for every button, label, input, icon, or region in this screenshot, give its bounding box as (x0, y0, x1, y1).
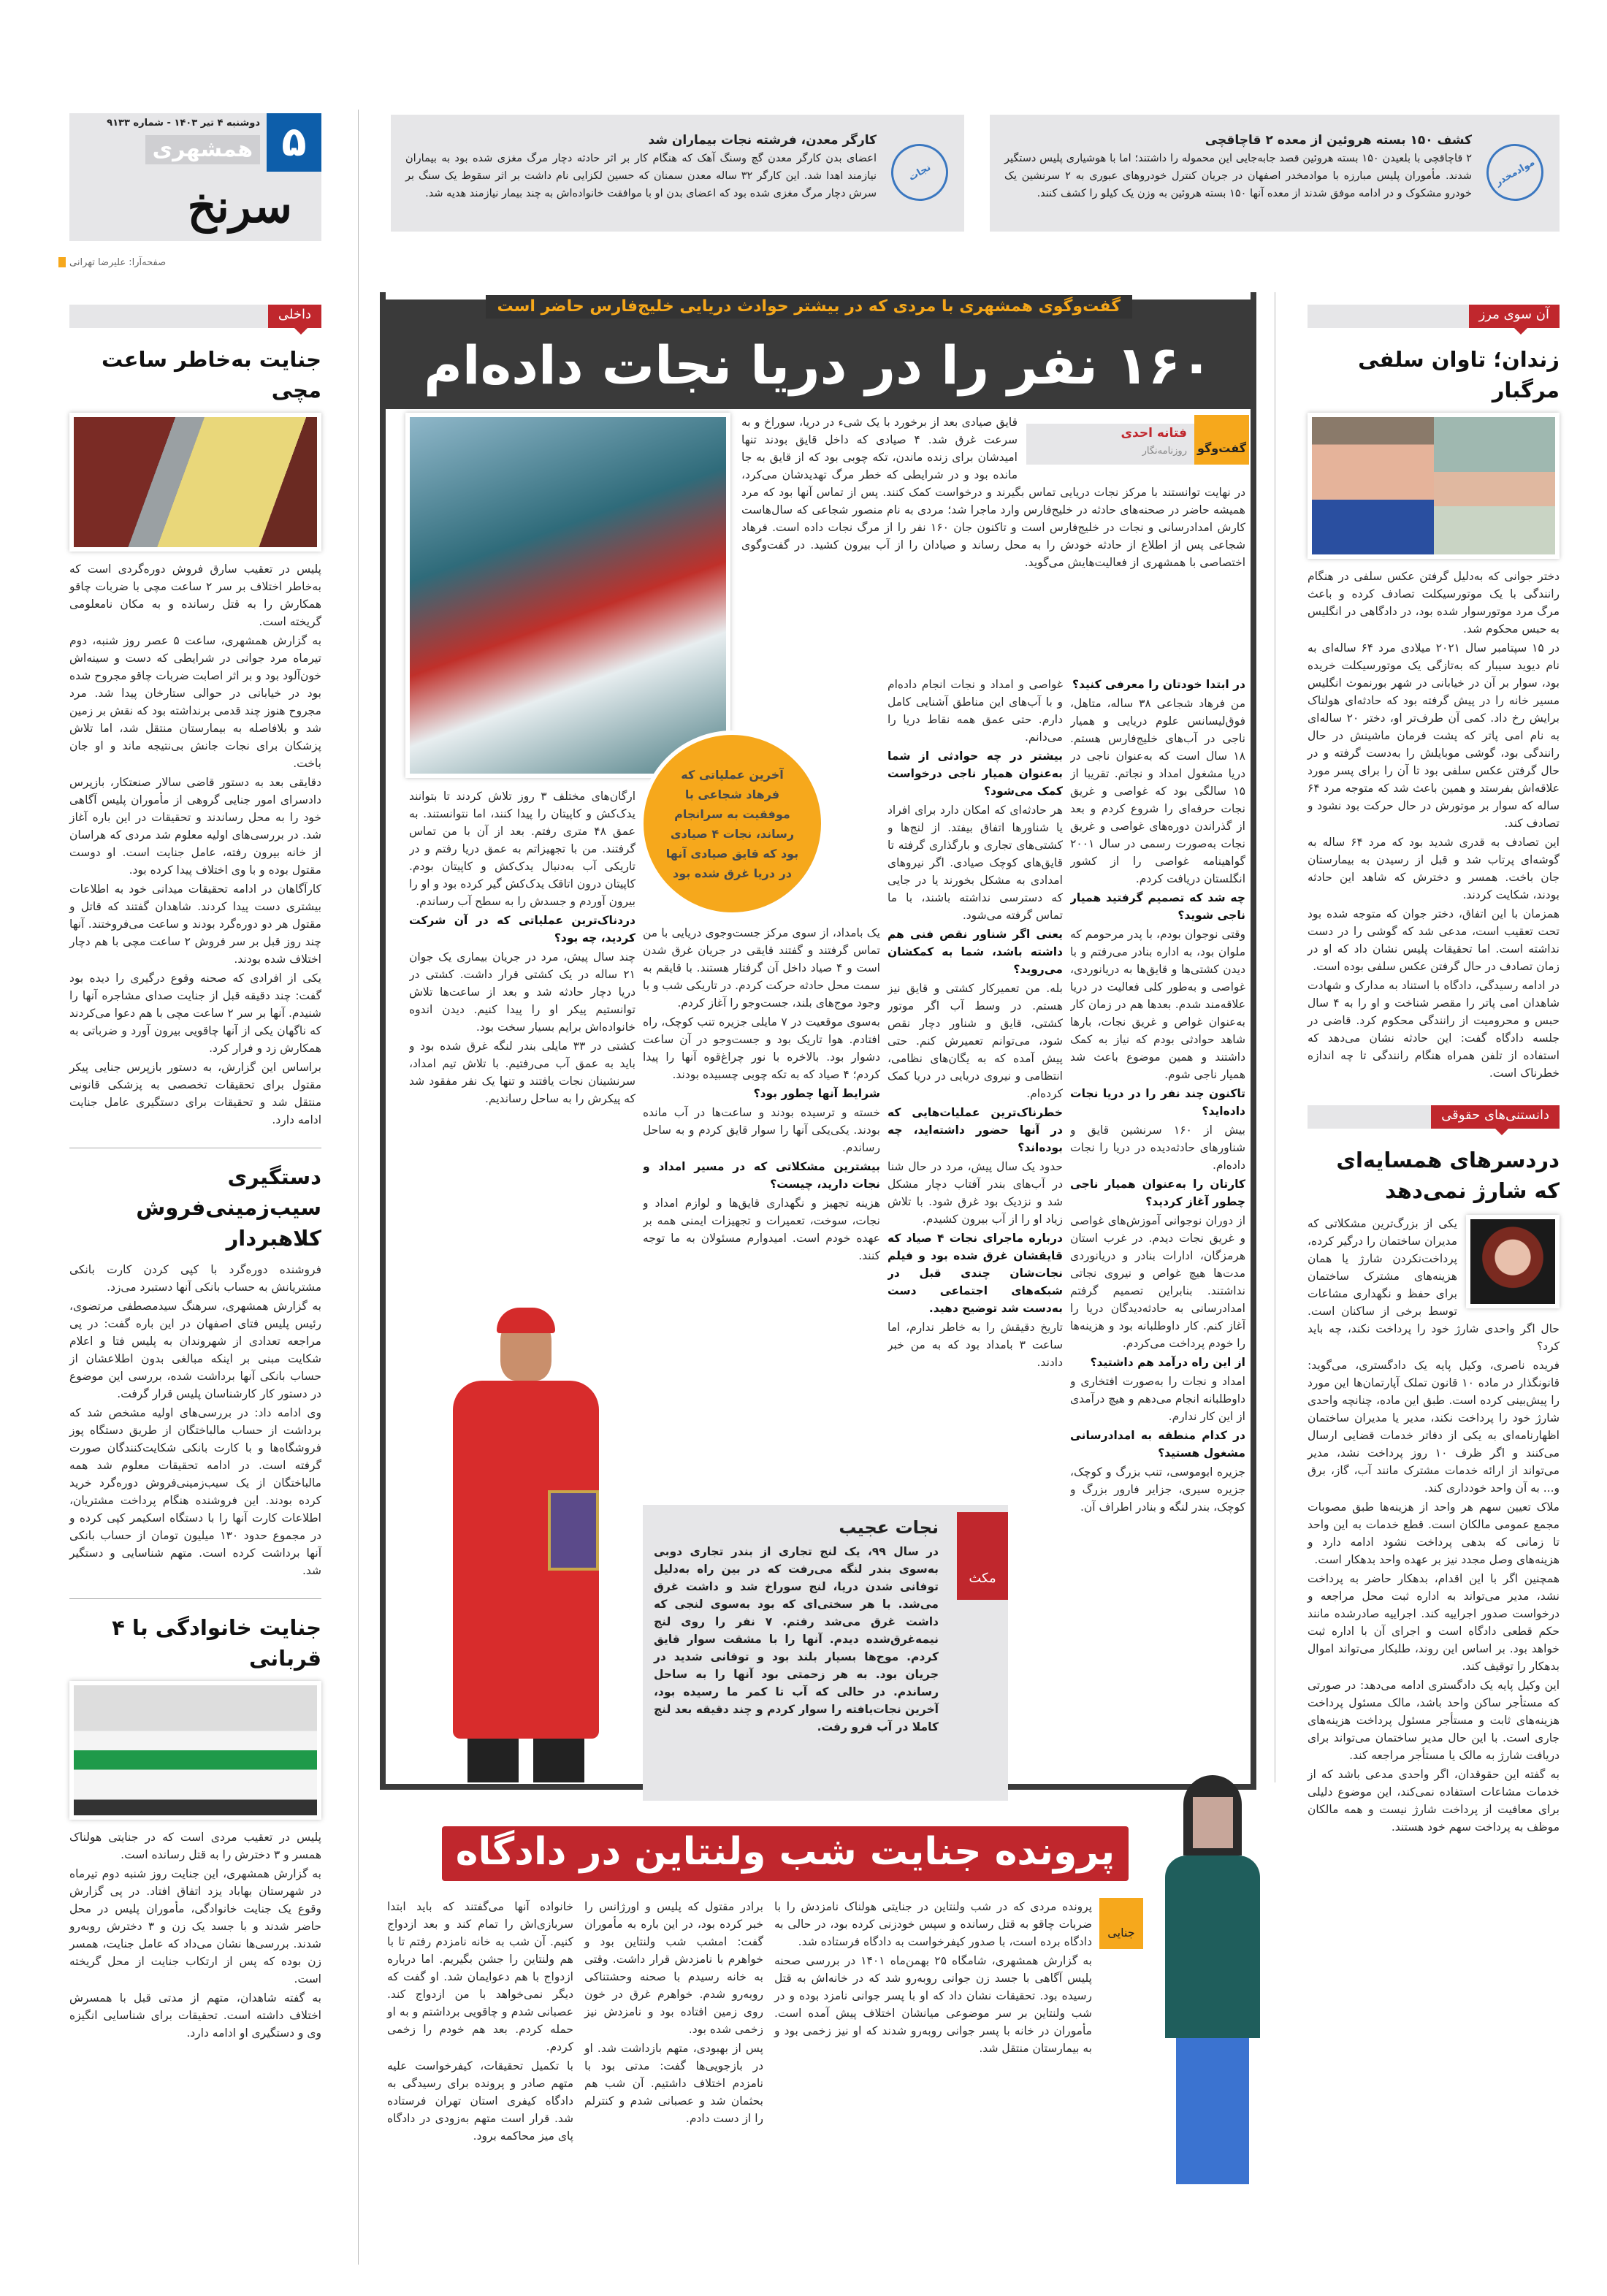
paragraph: کشتی در ۳۳ مایلی بندر لنگه غرق شده بود و باید به عمق آب می‌رفتیم. با تلاش تیم امداد، سرنشینان نجات یافتند و تنها یک نفر مفقود شد که پیکرش را به ساحل رساندیم. (409, 1040, 635, 1105)
story-title: جنایت خانوادگی با ۴ قربانی (112, 1615, 321, 1671)
paragraph: حدود یک سال پیش، مرد در حال شنا در آب‌های بندر آفتاب دچار مشکل شد و نزدیک بود غرق شود. با تلاش زیاد او را از آب بیرون کشیدم. (888, 1160, 1063, 1226)
pull-quote-text: آخرین عملیاتی که فرهاد شجاعی با موفقیت به سرانجام رساند، نجات ۴ صیادی بود که قایق صیادی آنها در دریا غرق شده بود (665, 767, 799, 880)
main-headline: ۱۶۰ نفر را در دریا نجات داده‌ام (424, 335, 1213, 396)
interview-question: دردناک‌ترین عملیاتی که در آن شرکت کردید، چه بود؟ (409, 914, 635, 945)
paragraph: پرونده مردی که در شب ولنتاین در جنایتی هولناک نامزدش را با ضربات چاقو به قتل رسانده و سپس خودزنی کرده بود، در حالی به دادگاه برده است، با صدور کیفرخواست به دادگاه فرستاده شد. (774, 1900, 1092, 1948)
sidebar-label: مکث (957, 1512, 1008, 1600)
author-role: روزنامه‌نگار (1142, 446, 1187, 457)
kicker: گفت‌وگوی همشهری با مردی که در بیشتر حوادث دریایی خلیج‌فارس حاضر است (486, 295, 1133, 319)
intro-paragraph: قایق صیادی بعد از برخورد با یک شیء در دریا، سوراخ و به سرعت غرق شد. ۴ صیادی که داخل قایق بودند تنها امیدشان برای زنده ماندن، تکه چوبی بود که از قایق به جا مانده بود و در شرایطی که خطر مرگ تهدیدشان می‌کرد، در نهایت توانستند با مرکز نجات دریایی تماس بگیرند و درخواست کمک کنند. پس از تماس آنها بود که مرد همیشه حاضر در صحنه‌های حادثه در خلیج‌فارس وارد ماجرا شد؛ مردی به نام منصور شجاعی که سال‌هاست کارش امدادرسانی و نجات در خلیج‌فارس است و تاکنون جان ۱۶۰ نفر را از مرگ نجات داده است. فرهاد شجاعی پس از اطلاع از حادثه خودش را به محل رساند و صیادان را از آب بیرون کشید. در گفت‌وگوی اختصاصی با همشهری از فعالیت‌هایش می‌گوید. (741, 416, 1245, 569)
author-name: فتانه احدی (1121, 426, 1187, 440)
intro-text (741, 413, 1245, 665)
paragraph: دقایقی بعد به دستور قاضی سالار صنعتکار، بازپرس دادسرای امور جنایی گروهی از مأموران پلیس آگاهی خود را به محل رساندند و تحقیقات در این باره آغاز شد. در بررسی‌های اولیه معلوم شد مردی که هراسان از خانه بیرون رفته، عامل جنایت است. او دوست مقتول بوده و با وی اختلاف پیدا کرده بود. (69, 776, 321, 877)
paragraph: چند سال پیش، مرد در جریان بیماری یک جوان ۲۱ ساله در یک کشتی قرار داشت. کشتی در دریا دچار حادثه شد و بعد از ساعت‌ها تلاش توانستیم پیکر او را پیدا کنیم. دیدن اندوه خانواده‌اش برایم بسیار سخت بود. (409, 950, 635, 1034)
bottom-column-1 (774, 1898, 1092, 2059)
divider (69, 1598, 321, 1599)
brief-text: ۲ قاچاقچی با بلعیدن ۱۵۰ بسته هروئین قصد جابه‌جایی این محموله را داشتند؛ اما با هوشیاری پلیس دستگیر شدند. مأموران پلیس مبارزه با موادمخدر اصفهان در جریان کنترل خودروهای عبوری به ۲ سرنشین یک خودرو مشکوک و در ادامه موفق شدند از معده آنها ۱۵۰ بسته هروئین به وزن یک کیلو را کشف کنند. (1004, 153, 1472, 199)
paragraph: خانواده آنها می‌گفتند که باید ابتدا سربازی‌اش را تمام کند و بعد ازدواج کنیم. آن شب به خانه نامزدم رفتم تا با هم ولنتاین را جشن بگیریم. اما درباره ازدواج با هم دعوایمان شد. او گفت که دیگر نمی‌خواهد با من ازدواج کند. عصبانی شدم و چاقویی برداشتم و به او حمله کردم. بعد هم خودم را زخمی کردم. (387, 1900, 573, 2053)
interview-question: بیشترین مشکلاتی که در مسیر امداد و نجات دارید، چیست؟ (643, 1160, 880, 1191)
paragraph: پلیس در تعقیب سارق فروش دوره‌گردی است که به‌خاطر اختلاف بر سر ۲ ساعت مچی با ضربات چاقو همکارش را به قتل رسانده و به مکان نامعلومی گریخته است. (69, 562, 321, 628)
credit-marker (58, 257, 66, 267)
paragraph: پس از بهبودی، متهم بازداشت شد. او در بازجویی‌ها گفت: مدتی بود با نامزدم اختلاف داشتیم. آن شب هم بحثمان شد و عصبانی شدم و کنترلم را از دست دادم. (584, 2042, 763, 2125)
interview-question: بیشتر در چه حوادثی از شما به‌عنوان همیار ناجی درخواست کمک می‌شود؟ (888, 750, 1063, 798)
paragraph: یکی از افرادی که صحنه وقوع درگیری را دیده بود گفت: چند دقیقه قبل از جنایت صدای مشاجره آنها را شنیدم. آنها بر سر ۲ ساعت مچی با هم دعوا می‌کردند که ناگهان یکی از آنها چاقویی بیرون آورد و ضرباتی به همکارش زد و فرار کرد. (69, 972, 321, 1055)
section-label: جنایی (1099, 1898, 1143, 1949)
issue-date: دوشنبه ۴ تیر ۱۴۰۳ - شماره ۹۱۳۳ (107, 118, 260, 129)
paragraph: من فرهاد شجاعی ۳۸ ساله، متاهل، فوق‌لیسانس علوم دریایی و همیار ناجی در آب‌های خلیج‌فارس هستم. ۱۸ سال است که به‌عنوان ناجی در دریا مشغول امداد و نجاتم. تقریبا از ۱۵ سالگی بود که غواصی و غریق نجات حرفه‌ای را شروع کردم و بعد از گذراندن دوره‌های غواصی و غریق نجات به‌صورت رسمی در سال ۲۰۰۱ گواهینامه غواصی را از کشور انگلستان دریافت کردم. (1070, 697, 1245, 885)
paragraph: از دوران نوجوانی آموزش‌های غواصی و غریق نجات دیدم. در غرب استان هرمزگان، ادارات بنادر و دریانوردی مدت‌ها هیچ غواص و نیروی نجاتی نداشتند. بنابراین تصمیم گرفتم امدادرسانی به حادثه‌دیدگان دریا را آغاز کنم. کار داوطلبانه بود و هزینه‌ها را خودم پرداخت می‌کردم. (1070, 1214, 1245, 1350)
paragraph: این وکیل پایه یک دادگستری ادامه می‌دهد: در صورتی که مستأجر ساکن واحد باشد، مالک مسئول پرداخت هزینه‌های ثابت و مستأجر مسئول پرداخت هزینه‌های جاری است. با این حال مدیر ساختمان می‌تواند برای دریافت شارژ به مالک یا مستأجر مراجعه کند. (1308, 1679, 1560, 1762)
brief-title: کارگر معدن، فرشته نجات بیماران شد (648, 133, 877, 148)
column-divider (358, 110, 359, 2265)
paragraph: یکی از بزرگ‌ترین مشکلاتی که مدیران ساختمان را درگیر کرده، پرداخت‌نکردن شارژ یا همان هزینه‌های مشترک ساختمان برای حفظ و نگهداری مشاعات توسط برخی از ساکنان است. حال اگر واحدی شارژ خود را پرداخت نکند، چه باید کرد؟ (1308, 1217, 1560, 1353)
paragraph: به گفته شاهدان، متهم از مدتی قبل با همسرش اختلاف داشته است. تحقیقات برای شناسایی انگیزه وی و دستگیری او ادامه دارد. (69, 1991, 321, 2040)
interview-column-1 (1070, 676, 1245, 1771)
paragraph: خسته و ترسیده بودند و ساعت‌ها در آب مانده بودند. یکی‌یکی آنها را سوار قایق کردم و به ساحل رساندم. (643, 1106, 880, 1154)
interview-question: خطرناک‌ترین عملیات‌هایی که در آنها حضور داشته‌اید، چه بوده‌اند؟ (888, 1106, 1063, 1154)
paragraph: فریده ناصری، وکیل پایه یک دادگستری، می‌گوید: قانونگذار در ماده ۱۰ قانون تملک آپارتمان‌ها این مورد را پیش‌بینی کرده است. طبق این ماده، چنانچه واحدی شارژ خود را پرداخت نکند، مدیر یا مدیران ساختمان اظهارنامه‌ای به یکی از دفاتر خدمات قضایی ارسال می‌کنند و اگر ظرف ۱۰ روز پرداخت نشد، مدیر می‌تواند از ارائه خدمات مشترک مانند آب، گاز، برق و... به آن واحد خودداری کند. (1308, 1359, 1560, 1495)
interview-question: از این راه درآمد هم داشتید؟ (1090, 1356, 1245, 1369)
paragraph: براساس این گزارش، به دستور بازپرس جنایی پیکر مقتول برای تحقیقات تخصصی به پزشکی قانونی منتقل شد و تحقیقات برای دستگیری عامل جنایت ادامه دارد. (69, 1061, 321, 1126)
paragraph: دختر جوانی که به‌دلیل گرفتن عکس سلفی در هنگام رانندگی با یک موتورسیکلت تصادف کرده و باعث مرگ مرد موتورسوار شده بود، در دادگاهی در انگلیس به حبس محکوم شد. (1308, 570, 1560, 636)
supplement-name: همشهری (145, 135, 260, 164)
paragraph: همزمان با این اتفاق، دختر جوان که متوجه شده بود تحت تعقیب است، مدعی شد که گوشی را در دست نداشته است. اما تحقیقات پلیس نشان داد که او در زمان تصادف در حال گرفتن عکس سلفی بوده است. (1308, 907, 1560, 973)
paragraph: غواصی و امداد و نجات انجام داده‌ام و با آب‌های این مناطق آشنایی کامل دارم. حتی عمق همه نقاط دریا را می‌دانم. (888, 678, 1063, 744)
paragraph: در ادامه رسیدگی، دادگاه با استناد به مدارک و شهادت شاهدان امی پاتر را مقصر شناخت و او را به ۴ سال حبس و محرومیت از رانندگی محکوم کرد. قاضی در جلسه دادگاه گفت: این حادثه نشان می‌دهد که استفاده از تلفن همراه هنگام رانندگی تا چه اندازه خطرناک است. (1308, 979, 1560, 1080)
page-number: ۵ (267, 113, 321, 172)
story-body (1308, 568, 1560, 1083)
paragraph: این تصادف به قدری شدید بود که مرد ۶۴ ساله به گوشه‌ای پرتاب شد و قبل از رسیدن به بیمارستان جان باخت. همسر و دخترش که شاهد این حادثه بودند، شکایت کردند. (1308, 836, 1560, 901)
paragraph: ارگان‌های مختلف ۳ روز تلاش کردند تا بتوانند یدک‌کش و کاپیتان را پیدا کنند، اما نتوانستند. به عمق ۴۸ متری رفتم. بعد از آن با من تماس گرفتند. من با تجهیزاتم به عمق دریا رفتم و در تاریکی آب به‌دنبال یدک‌کش و کاپیتان بودم. کاپیتان درون اتاقک یدک‌کش گیر کرده بود و او را بیرون آوردم و جسدش را به سطح آب رساندم. (409, 790, 635, 908)
interview-question: کارتان را به‌عنوان همیار ناجی چطور آغاز کردید؟ (1070, 1178, 1245, 1208)
paragraph: به گفته این حقوقدان، اگر واحدی مدعی باشد که از خدمات مشاعات استفاده نمی‌کند، این موضوع دلیلی برای معافیت از پرداخت شارژ نیست و همه مالکان موظف به پرداخت سهم خود هستند. (1308, 1768, 1560, 1834)
paragraph: به‌سوی موقعیت در ۷ مایلی جزیره تنب کوچک، راه افتادم. هوا تاریک بود و جست‌وجو در آن ساعت دشوار بود. بالاخره با نور چراغ‌قوه آنها را پیدا کردم؛ ۴ صیاد که به تکه چوبی چسبیده بودند. (643, 1015, 880, 1081)
interview-question: تاکنون چند نفر را در دریا نجات داده‌اید؟ (1070, 1087, 1245, 1118)
section-label: گفت‌وگو (1194, 415, 1249, 465)
suspect-photo (69, 413, 321, 552)
paragraph: امداد و نجات را به‌صورت افتخاری و داوطلبانه انجام می‌دهم و هیچ درآمدی از این کار ندارم. (1070, 1375, 1245, 1423)
section-tag-abroad: آن سوی مرز (1469, 305, 1560, 328)
paragraph: پلیس در تعقیب مردی است که در جنایتی هولناک همسر و ۳ دخترش را به قتل رسانده است. (69, 1831, 321, 1861)
paragraph: به گزارش همشهری، سرهنگ سیدمصطفی مرتضوی، رئیس پلیس فتای اصفهان در این باره گفت: در پی مراجعه تعدادی از شهروندان به پلیس فتا و اعلام شکایت مبنی بر اینکه مبالغی بدون اطلاعشان از حساب بانکی آنها برداشت شده، بررسی این موضوع در دستور کار کارشناسان پلیس قرار گرفت. (69, 1300, 321, 1400)
bottom-column-3 (387, 1898, 573, 2146)
layout-credit: صفحه‌آرا: علیرضا تهرانی (69, 257, 167, 268)
brief-mine-worker (391, 115, 964, 232)
paragraph: وقتی نوجوان بودم، با پدر مرحومم که ملوان بود، به اداره بنادر می‌رفتم و با دیدن کشتی‌ها و قایق‌ها به دریانوردی، غواصی و به‌طور کلی فعالیت در دریا علاقه‌مند شدم. بعدها هم در زمان کار به‌عنوان غواص و غریق نجات، بارها شاهد حوادثی بودم که نیاز به کمک داشتند و همین موضوع باعث شد همیار ناجی شوم. (1070, 928, 1245, 1081)
pull-quote (639, 731, 825, 917)
lawyer-photo (1466, 1215, 1560, 1308)
section-tag-domestic: داخلی (268, 305, 321, 328)
left-column (69, 305, 321, 2043)
right-column (1308, 305, 1560, 1837)
sidebar-text: در سال ۹۹، یک لنج تجاری از بندر تجاری دوبی به‌سوی بندر لنگه می‌رفت که در بین راه به‌دلیل توفانی شدن دریا، لنج سوراخ شد و داشت غرق می‌شد. با هر سختی‌ای که بود به‌سوی لنجی که داشت غرق می‌شد رفتم. ۷ نفر را روی لنج نیمه‌غرق‌شده دیدم. آنها را با مشقت سوار قایق کردم. موج‌ها بسیار بلند بود و توفانی شدید در جریان بود. به هر زحمتی بود آنها را به ساحل رساندم. در حالی که آب تا کمر ما رسیده بود، آخرین نجات‌یافته را سوار کردم و چند دقیقه بعد لنج کاملا در آب فرو رفت. (654, 1545, 939, 1734)
sidebar-title: نجات عجیب (839, 1517, 939, 1538)
paragraph: هزینه تجهیز و نگهداری قایق‌ها و لوازم امداد و نجات، سوخت، تعمیرات و تجهیزات ایمنی همه بر عهده خودم است. امیدوارم مسئولان به ما توجه کنند. (643, 1197, 880, 1262)
story-title: زندان؛ تاوان سلفی مرگبار (1358, 347, 1560, 403)
paragraph: به گزارش همشهری، این جنایت روز شنبه دوم تیرماه در شهرستان بهاباد یزد اتفاق افتاد. در پی گزارش وقوع یک جنایت خانوادگی، مأموران پلیس در محل حاضر شدند و با جسد یک زن و ۳ دخترش روبه‌رو شدند. بررسی‌ها نشان می‌داد که عامل جنایت، همسر زن بوده که پس از ارتکاب جنایت از محل گریخته است. (69, 1867, 321, 1986)
stamp-icon: نجات (881, 134, 959, 212)
rescuer-photo (424, 1308, 628, 1790)
paragraph: به گزارش همشهری، شامگاه ۲۵ بهمن‌ماه ۱۴۰۱ در بررسی صحنه پلیس آگاهی با جسد زن جوانی روبه‌رو شد که در خانه‌اش به قتل رسیده بود. تحقیقات نشان داد که او با پسر جوانی نامزد بوده و در شب ولنتاین بر سر موضوعی میانشان اختلاف پیش آمده است. مأموران در خانه با پسر جوانی روبه‌رو شدند که او نیز زخمی بود و به بیمارستان منتقل شد. (774, 1954, 1092, 2055)
interview-question: یعنی اگر شناور نقص فنی هم داشته باشد، شما به کمکشان می‌روید؟ (888, 928, 1063, 976)
paragraph: هر حادثه‌ای که امکان دارد برای افراد یا شناورها اتفاق بیفتد. از لنج‌ها و کشتی‌های تجاری و بارگذاری گرفته تا قایق‌های کوچک صیادی. اگر نیروهای امدادی به مشکل بخورند یا در جایی که دسترسی نداشته باشند، با ما تماس گرفته می‌شود. (888, 804, 1063, 922)
section-bar (1308, 305, 1560, 328)
paragraph: در ۱۵ سپتامبر سال ۲۰۲۱ میلادی مرد ۶۴ ساله‌ای به نام دیوید سیبار که به‌تازگی یک موتورسیکلت خریده بود، سوار بر آن در خیابانی در شهر بورنموث انگلیس مسیر خانه را در پیش گرفته بود که حادثه‌ای هولناک برایش رخ داد. کمی آن طرف‌تر او، دختر ۲۰ ساله‌ای به نام امی پاتر که پشت فرمان ماشینش در حال رانندگی بود، گوشی موبایلش را به‌دست گرفته و در حال گرفتن عکس سلفی بود تا آن را برای پسر مورد علاقه‌اش بفرستد و همین باعث شد که متوجه مرد ۶۴ ساله که سوار بر موتورش در حال حرکت بود نشود و تصادف کند. (1308, 641, 1560, 830)
story-body (69, 560, 321, 1130)
paragraph: بیش از ۱۶۰ سرنشین قایق و شناورهای حادثه‌دیده در دریا را نجات داده‌ام. (1070, 1124, 1245, 1172)
interview-column-2 (888, 676, 1063, 1498)
interview-column-4 (409, 787, 635, 1292)
brief-drugs (990, 115, 1560, 232)
paragraph: کارآگاهان در ادامه تحقیقات میدانی خود به اطلاعات بیشتری دست پیدا کردند. شاهدان گفتند که قاتل و مقتول هر دو دوره‌گرد بودند و ساعت می‌فروختند. آنها چند روز قبل بر سر فروش ۲ ساعت مچی با هم دچار اختلاف شده بودند. (69, 882, 321, 966)
selfie-photo (1308, 413, 1560, 559)
sidebar-box (643, 1505, 1008, 1801)
story-title: دستگیری سیب‌زمینی‌فروش کلاهبردار (136, 1164, 321, 1251)
headline-banner (380, 297, 1256, 409)
interview-column-3 (643, 924, 880, 1498)
interview-question: در ابتدا خودتان را معرفی کنید؟ (1072, 678, 1245, 691)
paragraph: فروشنده دوره‌گرد با کپی کردن کارت بانکی مشتریانش به حساب بانکی آنها دستبرد می‌زد. (69, 1263, 321, 1294)
story-title: دردسرهای همسایه‌ای که شارژ نمی‌دهد (1336, 1148, 1560, 1203)
brief-text: اعضای بدن کارگر معدن گچ وسنگ آهک که هنگام کار بر اثر حادثه دچار مرگ مغزی شده بود به بیماران نیازمند اهدا شد. این کارگر ۳۲ ساله معدن سمنان که حسین لکزایی نام داشت بر اثر سقوط یک سنگ بر سرش دچار مرگ مغزی شده بود که اعضای بدن او با موافقت خانواده‌اش به چند بیمار نیازمند هدیه شد. (405, 153, 877, 199)
bottom-headline: پرونده جنایت شب ولنتاین در دادگاه (455, 1830, 1115, 1874)
stamp-icon: موادمخدر (1476, 134, 1554, 212)
paragraph: همچنین اگر با این اقدام، بدهکار حاضر به پرداخت نشد، مدیر می‌تواند به اداره ثبت محل مراجعه و درخواست صدور اجراییه کند. اجراییه صادرشده مانند حکم قطعی دادگاه است و اجرای آن با اداره ثبت خواهد بود. بر اساس این روند، طلبکار می‌تواند اموال بدهکار را توقیف کند. (1308, 1572, 1560, 1673)
paragraph: برادر مقتول که پلیس و اورژانس را خبر کرده بود، در این باره به مأموران گفت: امشب شب ولنتاین بود و خواهرم با نامزدش قرار داشت. وقتی به خانه رسیدم با صحنه وحشتناکی روبه‌رو شدم. خواهرم غرق در خون روی زمین افتاده بود و نامزدش نیز زخمی شده بود. (584, 1900, 763, 2036)
police-car-photo (69, 1681, 321, 1820)
paragraph: بله. من تعمیرکار کشتی و قایق نیز هستم. در وسط آب اگر موتور کشتی، قایق و شناور دچار نقص شود، می‌توانم تعمیرش کنم. حتی پیش آمده که به یگان‌های نظامی، انتظامی و نیروی دریایی در دریا کمک کرده‌ام. (888, 982, 1063, 1100)
interview-question: در کدام منطقه به امدادرسانی مشغول هستید؟ (1070, 1429, 1245, 1460)
story-body (69, 1828, 321, 2043)
masthead (69, 113, 321, 241)
paragraph: یک بامداد، از سوی مرکز جست‌وجوی دریایی با من تماس گرفتند و گفتند قایقی در جریان غرق شدن است و ۴ صیاد داخل آن گرفتار هستند. با قایقم به سمت محل حادثه حرکت کردم. در تاریکی شب و با وجود موج‌های بلند، جست‌وجو را آغاز کردم. (643, 926, 880, 1010)
rescue-photo (405, 413, 730, 778)
paragraph: جزیره ابوموسی، تنب بزرگ و کوچک، جزیره سیری، جزایر فارور بزرگ و کوچک، بندر لنگه و بنادر اطراف آن. (1070, 1465, 1245, 1514)
paragraph: وی ادامه داد: در بررسی‌های اولیه مشخص شد که برداشت از حساب مالباختگان از طریق دستگاه پوز فروشگاه‌ها و با کارت بانکی شکایت‌کنندگان صورت گرفته است. در ادامه تحقیقات معلوم شد همه مالباختگان از یک سیب‌زمینی‌فروش دوره‌گرد خرید کرده بودند. این فروشنده هنگام پرداخت مشتریان، اطلاعات کارت آنها را با دستگاه اسکیمر کپی کرده و در مجموع حدود ۱۳۰ میلیون تومان از حساب بانکی آنها برداشت کرده است. متهم شناسایی و دستگیر شد. (69, 1406, 321, 1577)
paragraph: تاریخ دقیقش را به خاطر ندارم، اما ساعت ۳ بامداد بود که به من خبر دادند. (888, 1321, 1063, 1369)
paragraph: با تکمیل تحقیقات، کیفرخواست علیه متهم صادر و پرونده برای رسیدگی به دادگاه کیفری استان تهران فرستاده شد. قرار است متهم به‌زودی در دادگاه پای میز محاکمه برود. (387, 2059, 573, 2143)
section-bar (69, 305, 321, 328)
story-title: جنایت به‌خاطر ساعت مچی (102, 347, 321, 403)
brief-title: کشف ۱۵۰ بسته هروئین از معده ۲ قاچاقچی (1205, 133, 1472, 148)
story-body (69, 1261, 321, 1581)
interview-question: درباره ماجرای نجات ۴ صیاد که قایقشان غرق شده بود و فیلم نجات‌شان چندی قبل در شبکه‌های اجتماعی دست به‌دست شد توضیح دهید. (888, 1232, 1063, 1315)
paragraph: به گزارش همشهری، ساعت ۵ عصر روز شنبه، دوم تیرماه مرد جوانی در شرایطی که دست و سینه‌اش خون‌آلود بود و بر اثر اصابت ضربات چاقو مجروح شده بود در خیابانی در حوالی ستارخان پیدا شد. مرد مجروح هنوز چند قدمی برنداشته بود که نقش بر زمین شد و بلافاصله به بیمارستان منتقل شد، اما تلاش پزشکان برای نجات جانش بی‌نتیجه ماند و او جان باخت. (69, 634, 322, 770)
bottom-column-2 (584, 1898, 763, 2129)
logo: سرنخ (187, 180, 292, 233)
defendant-photo (1165, 1775, 1260, 2184)
interview-question: چه شد که تصمیم گرفتید همیار ناجی شوید؟ (1070, 891, 1245, 922)
interview-question: شرایط آنها چطور بود؟ (753, 1087, 880, 1100)
section-bar (1308, 1105, 1560, 1129)
paragraph: ملاک تعیین سهم هر واحد از هزینه‌ها طبق مصوبات مجمع عمومی مالکان است. قطع خدمات به این واحد تا زمانی که بدهی پرداخت نشود ادامه دارد و هزینه‌های وصل مجدد نیز بر عهده واحد بدهکار است. (1308, 1500, 1560, 1566)
section-tag-legal: دانستنی‌های حقوقی (1431, 1105, 1560, 1129)
story-body (1308, 1215, 1560, 1837)
